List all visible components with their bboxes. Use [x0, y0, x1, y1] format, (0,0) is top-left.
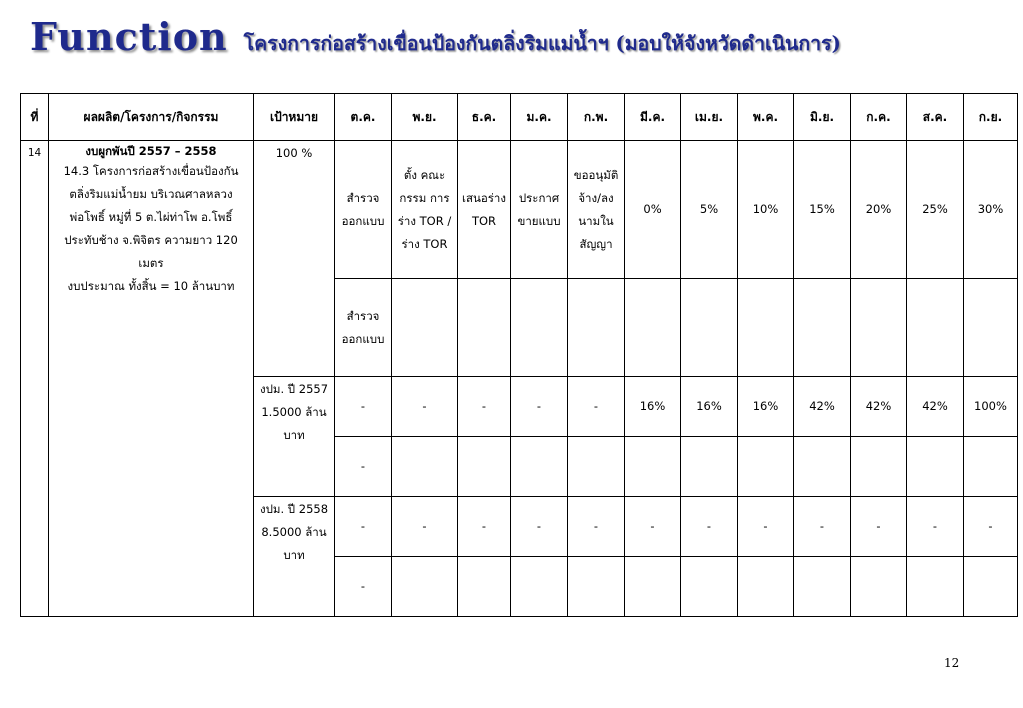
table-cell [511, 557, 568, 617]
target-cell: งปม. ปี 2558 8.5000 ล้านบาท [254, 497, 335, 617]
table-cell [964, 557, 1018, 617]
table-cell [907, 557, 964, 617]
header-month-sep: ก.ย. [964, 94, 1018, 141]
header-month-oct: ต.ค. [335, 94, 392, 141]
table-cell: 15% [794, 141, 851, 279]
table-cell [392, 557, 458, 617]
table-cell [458, 437, 511, 497]
header-target: เป้าหมาย [254, 94, 335, 141]
table-cell: 5% [681, 141, 738, 279]
table-cell: - [511, 497, 568, 557]
table-cell: 42% [794, 377, 851, 437]
table-cell: 0% [625, 141, 681, 279]
table-cell: 25% [907, 141, 964, 279]
header-month-mar: มี.ค. [625, 94, 681, 141]
table-cell [907, 279, 964, 377]
table-cell: - [335, 497, 392, 557]
table-cell [568, 557, 625, 617]
header-no: ที่ [21, 94, 49, 141]
table-cell [458, 279, 511, 377]
table-cell: 16% [738, 377, 794, 437]
table-cell [738, 437, 794, 497]
table-cell [625, 437, 681, 497]
table-cell [738, 557, 794, 617]
table-cell: สำรวจ ออกแบบ [335, 141, 392, 279]
table-cell [511, 279, 568, 377]
table-cell: ขออนุมัติ จ้าง/ลง นามใน สัญญา [568, 141, 625, 279]
table-cell [511, 437, 568, 497]
project-line: งบประมาณ ทั้งสิ้น = 10 ล้านบาท [67, 279, 235, 293]
table-cell: 16% [681, 377, 738, 437]
title-main: Function [30, 14, 228, 59]
table-cell: ประกาศ ขายแบบ [511, 141, 568, 279]
header-month-aug: ส.ค. [907, 94, 964, 141]
table-cell [964, 437, 1018, 497]
table-cell [681, 557, 738, 617]
table-cell: - [851, 497, 907, 557]
table-cell: 10% [738, 141, 794, 279]
table-cell: 30% [964, 141, 1018, 279]
table-cell [907, 437, 964, 497]
table-cell [568, 437, 625, 497]
table-cell: 20% [851, 141, 907, 279]
page-number: 12 [944, 656, 960, 670]
header-month-feb: ก.พ. [568, 94, 625, 141]
table-header-row [21, 94, 1018, 141]
target-cell: งปม. ปี 2557 1.5000 ล้านบาท [254, 377, 335, 497]
table-cell: - [794, 497, 851, 557]
project-line: เมตร [138, 256, 164, 270]
project-line: ตลิ่งริมแม่น้ำยม บริเวณศาลหลวง [69, 187, 233, 201]
table-cell: - [681, 497, 738, 557]
project-description [49, 141, 254, 617]
title-subtitle: โครงการก่อสร้างเขื่อนป้องกันตลิ่งริมแม่น้ำฯ (มอบให้จังหวัดดำเนินการ) [243, 32, 841, 55]
table-cell: - [335, 557, 392, 617]
project-line: พ่อโพธิ์ หมู่ที่ 5 ต.ไผ่ท่าโพ อ.โพธิ์ [69, 210, 233, 224]
table-cell: 100% [964, 377, 1018, 437]
header-month-jun: มิ.ย. [794, 94, 851, 141]
table-cell: - [392, 377, 458, 437]
header-month-apr: เม.ย. [681, 94, 738, 141]
table-cell: ตั้ง คณะกรรม การร่าง TOR /ร่าง TOR [392, 141, 458, 279]
header-project: ผลผลิต/โครงการ/กิจกรรม [49, 94, 254, 141]
table-cell [458, 557, 511, 617]
table-cell: เสนอร่าง TOR [458, 141, 511, 279]
table-cell [392, 437, 458, 497]
table-cell [794, 437, 851, 497]
item-number: 14 [21, 141, 49, 617]
table-cell [851, 437, 907, 497]
table-cell: - [335, 437, 392, 497]
table-cell: 16% [625, 377, 681, 437]
table-cell: - [458, 497, 511, 557]
table-cell: - [335, 377, 392, 437]
slide-title [30, 14, 841, 70]
table-cell: - [458, 377, 511, 437]
table-cell: 42% [851, 377, 907, 437]
table-cell [625, 279, 681, 377]
table-cell: - [907, 497, 964, 557]
table-cell: - [738, 497, 794, 557]
table-cell: - [568, 497, 625, 557]
table-cell [568, 279, 625, 377]
table-cell: สำรวจ ออกแบบ [335, 279, 392, 377]
table-cell: - [392, 497, 458, 557]
table-cell [794, 279, 851, 377]
table-cell [625, 557, 681, 617]
table-cell: - [625, 497, 681, 557]
table-cell [392, 279, 458, 377]
table-cell: - [568, 377, 625, 437]
table-cell [794, 557, 851, 617]
project-line: ประทับช้าง จ.พิจิตร ความยาว 120 [64, 233, 238, 247]
header-month-jan: ม.ค. [511, 94, 568, 141]
header-month-dec: ธ.ค. [458, 94, 511, 141]
table-cell: - [511, 377, 568, 437]
table-cell [738, 279, 794, 377]
project-line: 14.3 โครงการก่อสร้างเขื่อนป้องกัน [63, 164, 239, 178]
header-month-jul: ก.ค. [851, 94, 907, 141]
project-plan-table [20, 93, 1018, 617]
table-cell: - [964, 497, 1018, 557]
table-cell [851, 279, 907, 377]
table-cell [681, 279, 738, 377]
table-cell [851, 557, 907, 617]
table-cell: 42% [907, 377, 964, 437]
table-cell [681, 437, 738, 497]
header-month-may: พ.ค. [738, 94, 794, 141]
target-cell: 100 % [254, 141, 335, 377]
project-title: งบผูกพันปี 2557 – 2558 [85, 144, 217, 158]
table-cell [964, 279, 1018, 377]
table-row [21, 141, 1018, 279]
header-month-nov: พ.ย. [392, 94, 458, 141]
